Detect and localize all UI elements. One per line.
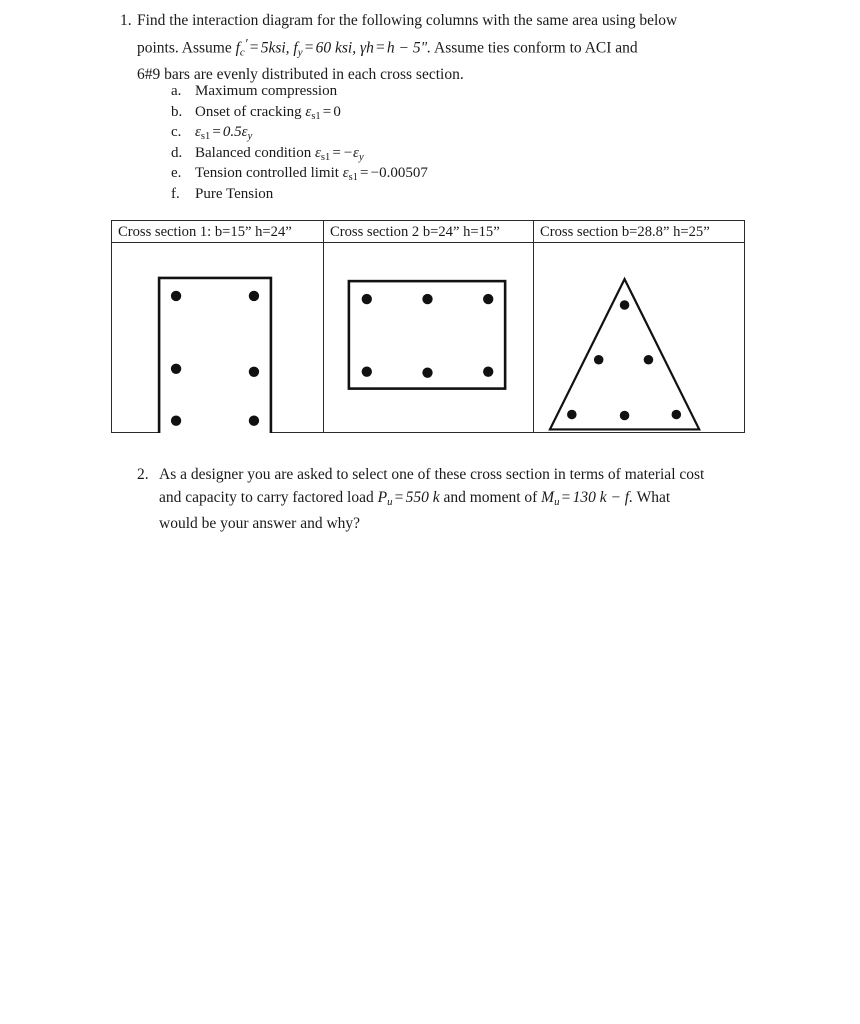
sublist-item-b-label: Onset of cracking: [195, 103, 302, 120]
rebar-dot: [567, 410, 577, 420]
question-1-line-3: 6#9 bars are evenly distributed in each cross section.: [137, 65, 464, 83]
cross-section-2-figure: [324, 243, 533, 433]
gamma-h-symbol: γh: [359, 39, 374, 57]
question-2-number: 2.: [137, 466, 149, 483]
gamma-h-value: h − 5".: [386, 39, 431, 57]
sublist-item-d-label: Balanced condition: [195, 144, 312, 161]
question-1-line-2-tail: Assume ties conform to ACI and: [434, 39, 638, 57]
sublist-item-d-epsilon: ε: [314, 144, 321, 161]
question-1-number: 1.: [120, 12, 132, 29]
sublist-item-f-text: Pure Tension: [195, 185, 274, 202]
sublist-item-c: [171, 122, 591, 143]
pu-symbol: P: [377, 488, 388, 506]
rebar-dot: [422, 368, 432, 378]
sublist-item-d: [171, 143, 591, 164]
rebar-dot: [249, 291, 259, 301]
sublist-item-c-letter: c.: [171, 124, 182, 141]
cross-section-table-header-row: [112, 221, 744, 243]
sublist-item-b-value: 0: [333, 103, 341, 120]
question-2-body: [159, 464, 753, 536]
sublist-item-e-value: −0.00507: [370, 165, 428, 182]
sublist-item-a: [171, 81, 591, 102]
question-1-line-1: Find the interaction diagram for the following columns with the same area using below: [137, 12, 678, 29]
cross-section-1-header: Cross section 1: b=15” h=24”: [118, 224, 292, 240]
question-2-line-2: [159, 487, 753, 514]
question-2-line-2-lead: and capacity to carry factored load: [159, 488, 374, 506]
rebar-dot: [483, 367, 493, 377]
rebar-dot: [672, 410, 682, 420]
sublist-item-c-equals: =: [212, 124, 221, 141]
fc-subscript: c: [239, 46, 245, 59]
sublist-item-d-epsilon-sub: s1: [320, 151, 331, 163]
sublist-item-f-letter: f.: [171, 185, 180, 202]
sublist-item-e-epsilon-sub: s1: [348, 172, 358, 184]
cross-section-1-outline: [159, 278, 271, 433]
mu-equals: =: [561, 488, 571, 506]
sublist-item-a-letter: a.: [171, 83, 182, 99]
rebar-dot: [362, 367, 372, 377]
cross-section-3-figure: [534, 243, 744, 433]
sublist-item-f: [171, 184, 591, 205]
pu-equals: =: [394, 488, 404, 506]
sublist-item-b-epsilon-sub: s1: [311, 110, 321, 122]
sublist-item-d-value-sub: y: [358, 151, 364, 163]
rebar-dot: [362, 294, 372, 304]
mu-subscript: u: [554, 495, 560, 508]
gamma-h-equals: =: [375, 39, 385, 57]
rebar-dot: [249, 367, 259, 377]
sublist-item-b-equals: =: [322, 103, 332, 120]
rebar-dot: [620, 300, 630, 310]
cross-section-3-cell: [533, 243, 744, 433]
sublist-item-c-value: 0.5ε: [222, 124, 248, 141]
rebar-dot: [483, 294, 493, 304]
fy-equals: =: [304, 39, 314, 57]
sublist-item-c-value-sub: y: [247, 131, 253, 143]
sublist-item-e-label: Tension controlled limit: [195, 165, 339, 182]
rebar-dot: [422, 294, 432, 304]
rebar-dot: [171, 364, 181, 374]
fc-symbol: f: [235, 39, 240, 57]
question-2-row: [133, 464, 753, 536]
rebar-dot: [171, 291, 181, 301]
cross-section-1-figure: [112, 243, 323, 433]
rebar-dot: [249, 416, 259, 426]
question-1-line-2: [137, 33, 751, 64]
fc-prime: ′: [244, 35, 248, 51]
fy-value: 60 ksi,: [315, 39, 357, 57]
pu-subscript: u: [387, 495, 393, 508]
question-1-line-2-lead: points. Assume: [137, 39, 232, 57]
mu-symbol: M: [541, 488, 555, 506]
rebar-dot: [594, 355, 604, 365]
question-1-sublist: [171, 81, 591, 205]
question-2-line-2-tail: What: [636, 488, 671, 506]
fc-equals: =: [249, 39, 259, 57]
question-1-row: [111, 10, 751, 86]
cross-section-3-header: Cross section b=28.8” h=25”: [533, 221, 744, 242]
question-1: [111, 10, 751, 86]
rebar-dot: [620, 411, 630, 421]
sublist-item-d-equals: =: [332, 144, 341, 161]
question-2-line-2-mid: and moment of: [443, 488, 538, 506]
sublist-item-c-epsilon: ε: [195, 124, 201, 141]
mu-value: 130 k − f.: [572, 488, 633, 506]
fy-symbol: f: [293, 39, 298, 57]
cross-section-table: [111, 220, 745, 433]
question-2-line-3: would be your answer and why?: [159, 515, 361, 533]
sublist-item-d-value: −ε: [342, 144, 359, 161]
sublist-item-b-letter: b.: [171, 103, 183, 120]
sublist-item-e: [171, 163, 591, 184]
fc-value: 5ksi,: [260, 39, 290, 57]
rebar-dot: [644, 355, 654, 365]
cross-section-table-body-row: [112, 243, 744, 433]
sublist-item-b-epsilon: ε: [305, 103, 312, 120]
cross-section-1-cell: [112, 243, 323, 433]
cross-section-2-cell: [323, 243, 533, 433]
question-2: [133, 464, 753, 536]
sublist-item-e-epsilon: ε: [342, 165, 349, 182]
sublist-item-e-equals: =: [360, 165, 369, 182]
sublist-item-b: [171, 102, 591, 123]
sublist-item-d-letter: d.: [171, 144, 183, 161]
pu-value: 550 k: [405, 488, 440, 506]
cross-section-2-header: Cross section 2 b=24” h=15”: [323, 221, 533, 242]
sublist-item-c-epsilon-sub: s1: [200, 131, 211, 143]
rebar-dot: [171, 416, 181, 426]
fy-subscript: y: [297, 46, 303, 59]
question-1-body: [137, 10, 751, 86]
question-2-line-1: As a designer you are asked to select one of these cross section in terms of material cost: [159, 466, 705, 483]
sublist-item-e-letter: e.: [171, 165, 182, 182]
sublist-item-a-text: Maximum compression: [195, 83, 338, 99]
